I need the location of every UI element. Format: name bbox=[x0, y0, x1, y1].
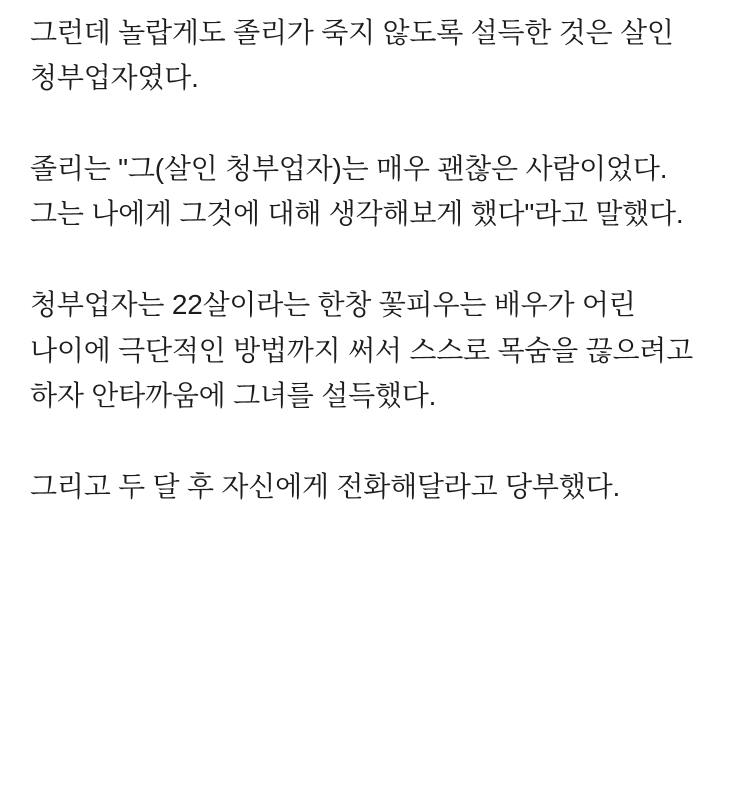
article-paragraph: 청부업자는 22살이라는 한창 꽃피우는 배우가 어린 나이에 극단적인 방법까지 써서 스스로 목숨을 끊으려고 하자 안타까움에 그녀를 설득했다. bbox=[30, 289, 701, 411]
article-paragraph: 그런데 놀랍게도 졸리가 죽지 않도록 설득한 것은 살인 청부업자였다. bbox=[30, 17, 682, 94]
article-paragraph: 그리고 두 달 후 자신에게 전화해달라고 당부했다. bbox=[30, 470, 621, 502]
article-paragraph: 졸리는 "그(살인 청부업자)는 매우 괜찮은 사람이었다. 그는 나에게 그것에 대해 생각해보게 했다"라고 말했다. bbox=[30, 153, 684, 230]
